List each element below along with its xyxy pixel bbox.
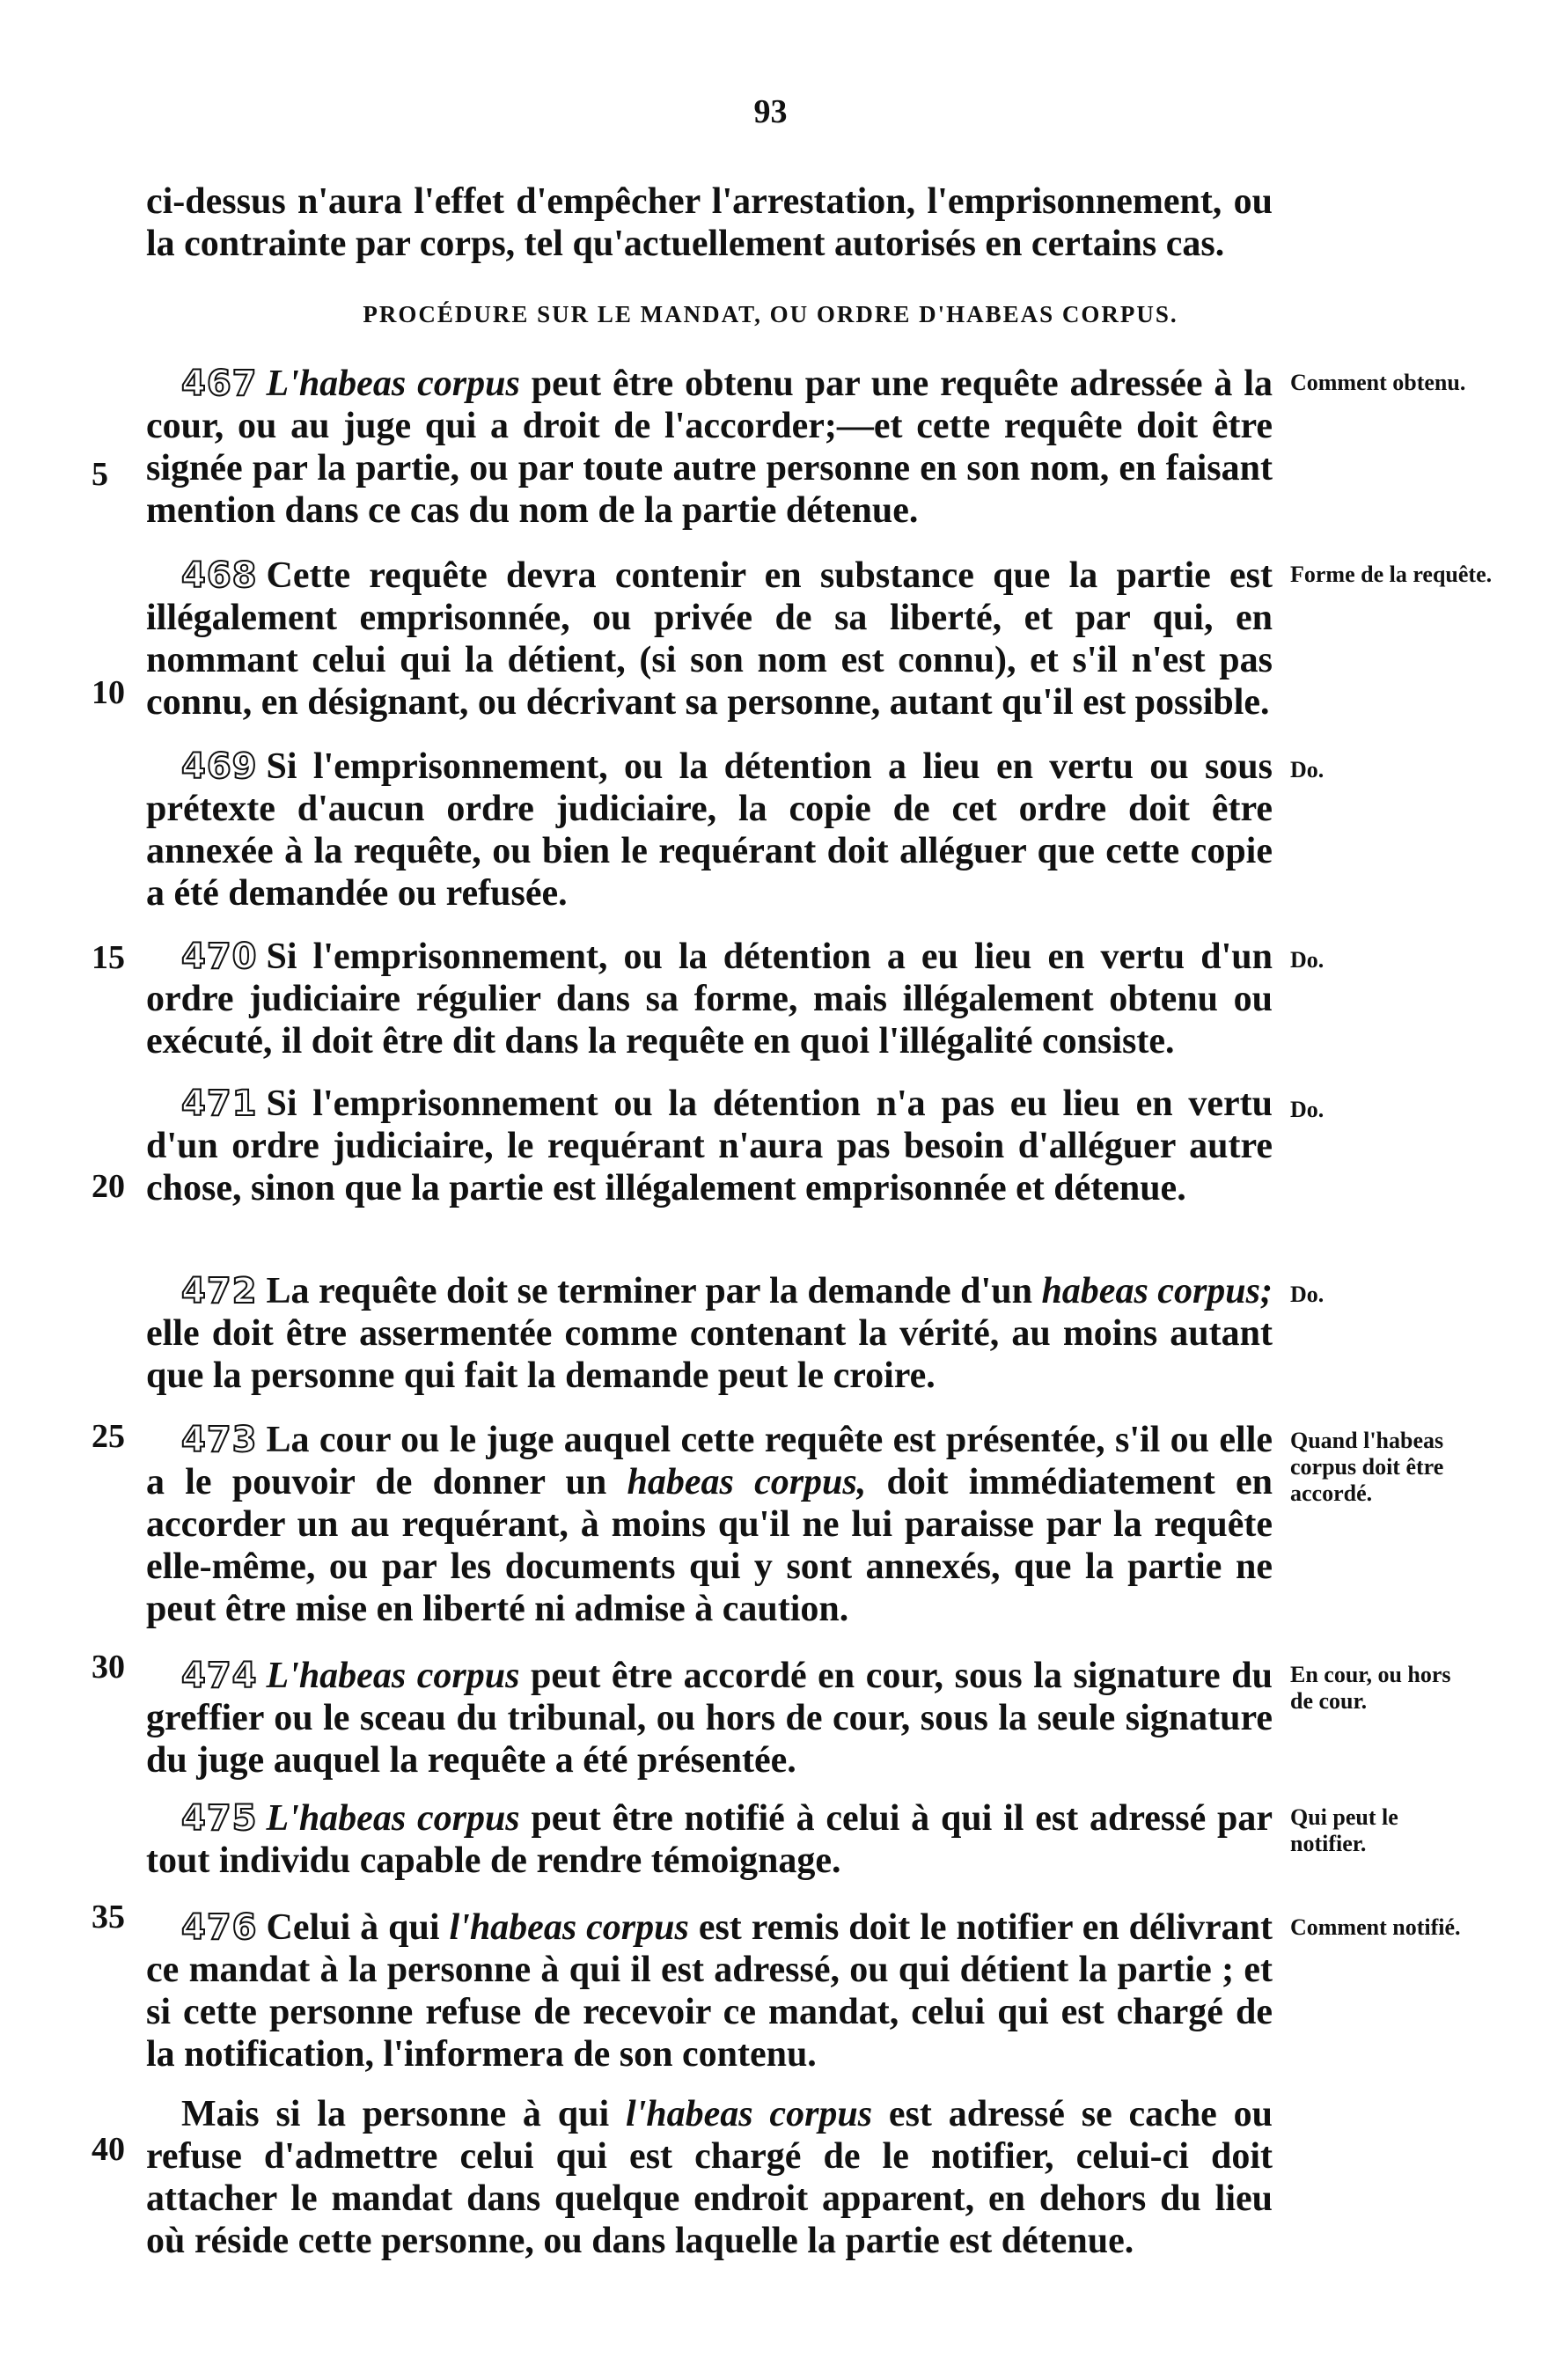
margin-note-472: Do. <box>1290 1282 1325 1307</box>
intro-paragraph: ci-dessus n'aura l'effet d'empêcher l'arrestation, l'emprisonnement, ou la contrainte par corps, tel qu'actuellement autorisés en certains cas. <box>146 181 1273 264</box>
article-number: 476 <box>181 1907 258 1948</box>
section-heading: PROCÉDURE SUR LE MANDAT, OU ORDRE D'HABEAS CORPUS. <box>363 301 1178 327</box>
margin-note-469: Do. <box>1290 757 1325 782</box>
article-number: 467 <box>181 364 258 404</box>
article-471: 471 Si l'emprisonnement ou la détention n'a pas eu lieu en vertu d'un ordre judiciaire, le requérant n'aura pas besoin d'alléguer autre chose, sinon que la partie est illégalement emprisonnée et détenue. <box>146 1083 1273 1208</box>
line-number: 20 <box>92 1168 125 1205</box>
article-472: 472 La requête doit se terminer par la demande d'un habeas corpus; elle doit être assermentée comme contenant la vérité, au moins autant que la personne qui fait la demande peut le croire. <box>146 1271 1273 1396</box>
margin-note-476: Comment notifié. <box>1290 1914 1461 1940</box>
line-number: 5 <box>92 456 108 493</box>
article-473: 473 La cour ou le juge auquel cette requête est présentée, s'il ou elle a le pouvoir de donner un habeas corpus, doit immédiatement en accorder un au requérant, à moins qu'il ne lui paraisse par la requête elle-même, ou par les documents qui y sont annexés, que la partie ne peut être mise en liberté ni admise à caution. <box>146 1420 1273 1629</box>
line-number: 30 <box>92 1649 125 1686</box>
margin-note-467: Comment obtenu. <box>1290 370 1466 395</box>
article-467: 467 L'habeas corpus peut être obtenu par une requête adressée à la cour, ou au juge qui a droit de l'accorder;—et cette requête doit être signée par la partie, ou par toute autre personne en son nom, en faisant mention dans ce cas du nom de la partie détenue. <box>146 364 1273 531</box>
margin-note-468: Forme de la requête. <box>1290 562 1493 587</box>
margin-note-474: En cour, ou hors de cour. <box>1290 1662 1451 1714</box>
article-number: 470 <box>181 937 258 977</box>
line-number: 35 <box>92 1899 125 1936</box>
margin-note-471: Do. <box>1290 1097 1325 1122</box>
article-468: 468 Cette requête devra contenir en substance que la partie est illégalement emprisonnée, ou privée de sa liberté, et par qui, en nommant celui qui la détient, (si son nom est connu), et s'il n'est pas connu, en désignant, ou décrivant sa personne, autant qu'il est possible. <box>146 555 1273 723</box>
article-number: 473 <box>181 1420 258 1460</box>
article-number: 474 <box>181 1656 258 1696</box>
page-number: 93 <box>753 93 788 130</box>
article-475: 475 L'habeas corpus peut être notifié à celui à qui il est adressé par tout individu capable de rendre témoignage. <box>146 1798 1273 1881</box>
article-474: 474 L'habeas corpus peut être accordé en cour, sous la signature du greffier ou le sceau du tribunal, ou hors de cour, sous la seule signature du juge auquel la requête a été présentée. <box>146 1656 1273 1781</box>
margin-note-473: Quand l'habeas corpus doit être accordé. <box>1290 1428 1444 1506</box>
margin-note-475: Qui peut le notifier. <box>1290 1804 1398 1856</box>
line-number: 25 <box>92 1418 125 1455</box>
line-number: 40 <box>92 2131 125 2168</box>
margin-note-470: Do. <box>1290 947 1325 973</box>
line-number: 15 <box>92 939 125 976</box>
article-476: 476 Celui à qui l'habeas corpus est remis doit le notifier en délivrant ce mandat à la personne à qui il est adressé, ou qui détient la partie ; et si cette personne refuse de recevoir ce mandat, celui qui est chargé de la notification, l'informera de son contenu. <box>146 1907 1273 2075</box>
article-470: 470 Si l'emprisonnement, ou la détention a eu lieu en vertu d'un ordre judiciaire régulier dans sa forme, mais illégalement obtenu ou exécuté, il doit être dit dans la requête en quoi l'illégalité consiste. <box>146 937 1273 1061</box>
article-469: 469 Si l'emprisonnement, ou la détention a lieu en vertu ou sous prétexte d'aucun ordre judiciaire, la copie de cet ordre doit être annexée à la requête, ou bien le requérant doit alléguer que cette copie a été demandée ou refusée. <box>146 746 1273 914</box>
article-number: 469 <box>181 746 258 787</box>
article-number: 471 <box>181 1083 258 1124</box>
article-number: 475 <box>181 1798 258 1839</box>
closing-paragraph: Mais si la personne à qui l'habeas corpus est adressé se cache ou refuse d'admettre celui qui est chargé de le notifier, celui-ci doit attacher le mandat dans quelque endroit apparent, en dehors du lieu où réside cette personne, ou dans laquelle la partie est détenue. <box>146 2094 1273 2261</box>
article-number: 468 <box>181 555 258 596</box>
article-number: 472 <box>181 1271 258 1311</box>
line-number: 10 <box>92 674 125 711</box>
